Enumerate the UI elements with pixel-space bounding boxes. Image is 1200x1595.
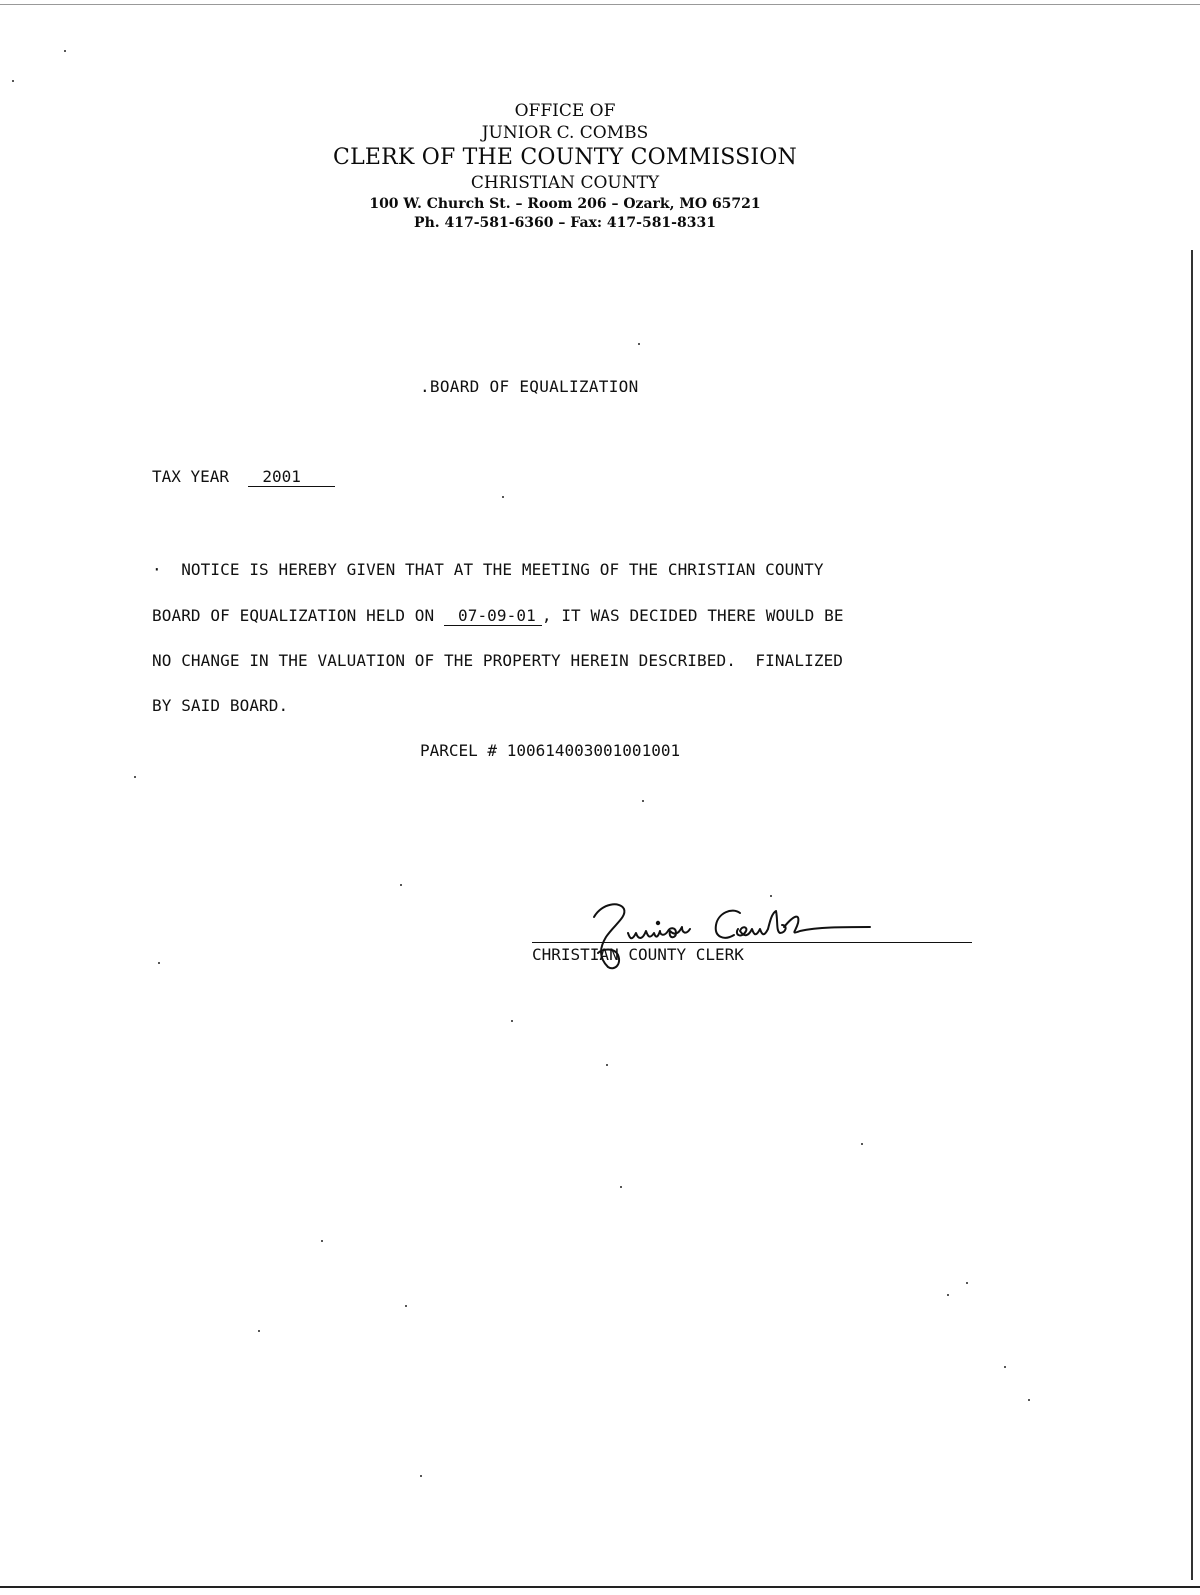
notice-line-4: BY SAID BOARD. [152,696,289,715]
notice-line-1: · NOTICE IS HEREBY GIVEN THAT AT THE MEETING OF THE CHRISTIAN COUNTY [152,560,824,579]
scan-speck [1004,1366,1006,1368]
parcel-number: 100614003001001001 [506,741,681,760]
scan-speck [158,962,160,964]
letterhead-phone: Ph. 417-581-6360 – Fax: 417-581-8331 [414,215,716,231]
tax-year-label: TAX YEAR [152,467,230,486]
parcel-label: PARCEL # [420,741,498,760]
scan-speck [502,496,504,498]
notice-line-2-end: , IT WAS DECIDED THERE WOULD BE [541,606,844,625]
parcel-row [420,741,680,760]
meeting-date: 07-09-01 [444,606,542,626]
scan-speck [606,1064,608,1066]
letterhead-office-of: OFFICE OF [514,101,616,121]
scan-edge-right [1191,250,1193,1580]
scan-speck [12,80,14,82]
scan-speck [420,1475,422,1477]
document-heading: .BOARD OF EQUALIZATION [420,377,639,396]
scan-speck [947,1294,949,1296]
notice-line-3: NO CHANGE IN THE VALUATION OF THE PROPERTY HEREIN DESCRIBED. FINALIZED [152,651,844,670]
scan-speck [620,1186,622,1188]
letterhead-title: CLERK OF THE COUNTY COMMISSION [333,145,797,170]
letterhead-address: 100 W. Church St. – Room 206 – Ozark, MO 65721 [369,196,761,212]
scan-speck [966,1282,968,1284]
scan-speck [511,1020,513,1022]
scan-speck [642,800,644,802]
scan-edge-bottom [0,1586,1200,1588]
scan-speck [400,884,402,886]
scan-speck [861,1143,863,1145]
tax-year-row [152,467,335,487]
signature-line [532,942,972,943]
notice-line-2 [152,606,844,626]
scan-speck [638,343,640,345]
letterhead [250,100,880,232]
scan-speck [1028,1399,1030,1401]
scan-speck [405,1305,407,1307]
scan-speck [258,1330,260,1332]
tax-year-value: 2001 [248,467,335,487]
letterhead-county: CHRISTIAN COUNTY [470,173,660,193]
notice-line-2-start: BOARD OF EQUALIZATION HELD ON [152,606,444,625]
scan-speck [64,50,66,52]
scan-edge-top [0,0,1200,5]
signature-title: CHRISTIAN COUNTY CLERK [532,945,744,964]
signature-block [532,895,972,975]
scan-speck [134,776,136,778]
letterhead-clerk-name: JUNIOR C. COMBS [481,123,649,143]
scan-speck [321,1240,323,1242]
